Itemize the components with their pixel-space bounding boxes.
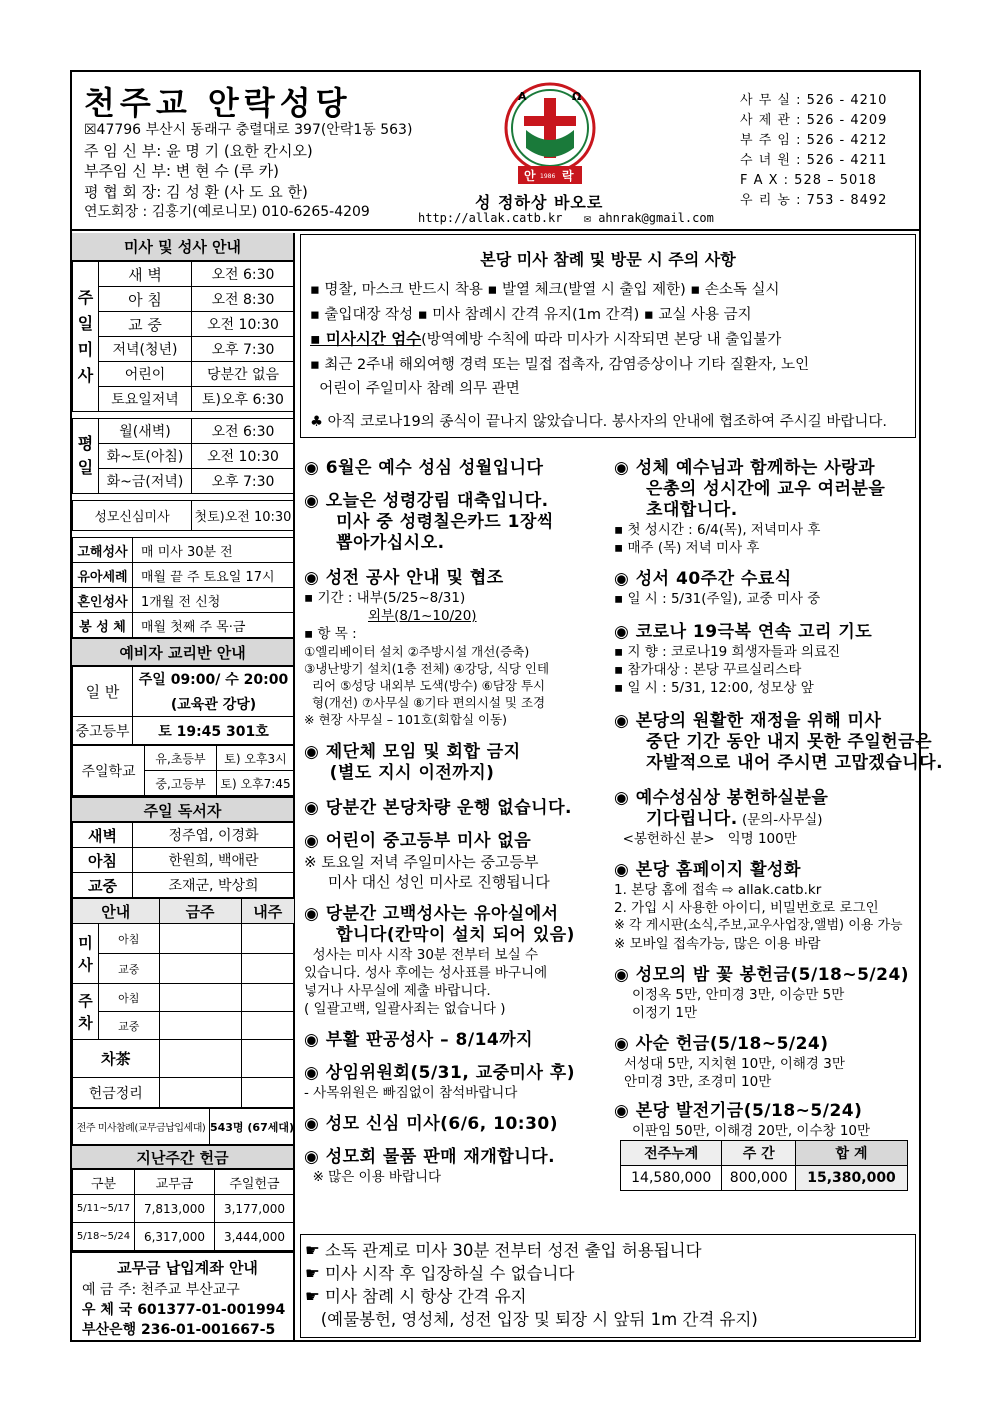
- notice-line: ▪ 최근 2주내 해외여행 경력 또는 밀접 접촉자, 감염증상이나 기타 질환자, 노인: [310, 356, 810, 373]
- mail-icon: ✉: [583, 211, 591, 225]
- guide-tea-label: 차茶: [73, 1040, 160, 1078]
- notice-strong: ▪ 미사시간 엄수: [310, 330, 422, 348]
- sacrament-info: 매월 끝 주 토요일 17시: [133, 563, 295, 588]
- guide-cell: [241, 1012, 294, 1040]
- notice-sacred-heart: ◉ 6월은 예수 성심 성월입니다: [304, 458, 544, 478]
- guide-header: 안내: [73, 899, 160, 924]
- confession-note: 있습니다. 성사 후에는 성사표를 바구니에: [304, 965, 548, 981]
- mass-name: 새 벽: [99, 262, 192, 287]
- guide-cell: [159, 1078, 241, 1108]
- council-president: 평 협 회 장: 김 성 환 (사 도 요 한): [84, 182, 308, 201]
- mass-time: 오전 6:30: [192, 262, 295, 287]
- fund-table: [620, 1140, 908, 1191]
- guide-cell: [159, 984, 241, 1012]
- sidebar: [72, 233, 295, 1340]
- construction-items-label: ▪ 항 목 :: [304, 626, 357, 642]
- prayer-chain-detail: ▪ 지 향 : 코로나19 희생자들과 의료진: [614, 644, 841, 660]
- notice-committee: ◉ 상임위원회(5/31, 교중미사 후): [304, 1063, 576, 1083]
- email-address[interactable]: ahnrak@gmail.com: [598, 211, 714, 225]
- lent-donors: 안미경 3만, 조경미 10만: [624, 1074, 772, 1090]
- flower-donors: 이정옥 5만, 안미경 3만, 이승만 5만: [632, 987, 845, 1003]
- logo-rak: 락: [562, 169, 574, 183]
- catechumen-table: [72, 666, 295, 745]
- logo-alpha: Α: [518, 90, 527, 103]
- development-donors: 이판임 50만, 이해경 20만, 이수창 10만: [632, 1123, 871, 1139]
- notice-homepage: ◉ 본당 홈페이지 활성화: [614, 860, 801, 880]
- sunday-school-label: 주일학교: [73, 746, 145, 796]
- mass-time: 오후 7:30: [192, 469, 295, 494]
- offering-header: 교무금: [135, 1170, 215, 1195]
- sacrament-name: 유아세례: [73, 563, 133, 588]
- offering-period: 5/18~5/24: [73, 1223, 135, 1251]
- mass-time: 오전 8:30: [192, 287, 295, 312]
- sacrament-table: [72, 537, 295, 638]
- homepage-note: ※ 모바일 접속가능, 많은 이용 바람: [614, 936, 821, 952]
- reader-mass: 새벽: [73, 823, 133, 848]
- notice-flower-offering: ◉ 성모의 밤 꽃 봉헌금(5/18~5/24): [614, 965, 910, 985]
- guide-money-label: 헌금정리: [73, 1078, 160, 1108]
- school-group: 중,고등부: [145, 771, 217, 796]
- guide-cell: [241, 924, 294, 954]
- marian-mass-label: 성모신심미사: [73, 501, 192, 531]
- guide-cell: [159, 954, 241, 984]
- readers-table: [72, 822, 295, 898]
- sacrament-info: 1개월 전 신청: [133, 588, 295, 613]
- notice-strong-rest: (방역예방 수칙에 따라 미사가 시작되면 본당 내 출입불가: [421, 332, 782, 348]
- notice-pentecost: ◉ 오늘은 성령강림 대축입니다.: [304, 491, 549, 511]
- reader-names: 한원희, 백애란: [133, 848, 295, 873]
- attendance-table: [72, 1108, 295, 1145]
- account-title: 교무금 납입계좌 안내: [117, 1259, 258, 1277]
- fund-header: 합 계: [796, 1141, 908, 1166]
- guide-slot: 교중: [99, 954, 160, 984]
- account-holder: 예 금 주: 천주교 부산교구: [82, 1282, 240, 1298]
- weekday-mass-label: 평일: [73, 419, 99, 494]
- notice-line: 어린이 주일미사 참례 의무 관면: [310, 381, 520, 397]
- offering-sunday: 3,177,000: [215, 1195, 295, 1223]
- construction-period-ext: 외부(8/1~10/20): [368, 608, 477, 624]
- account-busan: 부산은행 236-01-001667-5: [82, 1322, 276, 1338]
- bible-course-detail: ▪ 일 시 : 5/31(주일), 교중 미사 중: [614, 591, 821, 607]
- youth-mass-note: ※ 토요일 저녁 주일미사는 중고등부: [304, 853, 539, 871]
- assistant-pastor: 부주임 신 부: 변 현 수 (루 카): [84, 162, 280, 180]
- general-class-label: 일 반: [73, 667, 133, 717]
- mass-time: 당분간 없음: [192, 362, 295, 387]
- mass-time: 오전 6:30: [192, 419, 295, 444]
- sacrament-info: 매 미사 30분 전: [133, 538, 295, 563]
- sacrament-info: 매월 첫째 주 목·금: [133, 613, 295, 638]
- guide-mass-label: 미사: [73, 924, 99, 984]
- footer-box: [300, 1234, 916, 1338]
- construction-period: ▪ 기간 : 내부(5/25~8/31): [304, 590, 466, 606]
- right-column: [614, 458, 944, 1191]
- notice-development-fund: ◉ 본당 발전기금(5/18~5/24): [614, 1101, 863, 1121]
- offering-table: [72, 1169, 295, 1251]
- notice-line: ▪ 출입대장 작성 ▪ 미사 참례시 간격 유지(1m 간격) ▪ 교실 사용 금지: [310, 306, 752, 323]
- footer-line: (예물봉헌, 영성체, 성전 입장 및 퇴장 시 앞뒤 1m 간격 유지): [305, 1310, 758, 1329]
- footer-line: ☛ 소독 관계로 미사 30분 전부터 성전 출입 허용됩니다: [305, 1241, 702, 1260]
- yeondo-president: 연도회장 : 김홍기(예로니모) 010-6265-4209: [84, 204, 370, 220]
- web-contacts: [418, 211, 714, 225]
- sacrament-name: 고해성사: [73, 538, 133, 563]
- patron-name: 성 정하상 바오로: [475, 193, 604, 212]
- statue-donor: <봉헌하신 분> 익명 100만: [614, 831, 797, 847]
- notice-bible-course: ◉ 성서 40주간 수료식: [614, 569, 792, 589]
- attendance-value: 543명 (67세대): [209, 1109, 294, 1145]
- catechumen-title: 예비자 교리반 안내: [72, 638, 293, 666]
- general-class-place: (교육관 강당): [133, 692, 295, 717]
- sunday-mass-table: [72, 261, 295, 412]
- address: ☒47796 부산시 동래구 충렬대로 397(안락1동 563): [84, 122, 413, 138]
- account-box: [72, 1251, 293, 1340]
- school-time: 토) 오후7:45: [217, 771, 295, 796]
- notice-pentecost: 미사 중 성령칠은카드 1장씩: [304, 512, 554, 532]
- committee-note: - 사목위원은 빠짐없이 참석바랍니다: [304, 1085, 518, 1101]
- parish-logo: [502, 78, 598, 190]
- sacrament-name: 봉 성 체: [73, 613, 133, 638]
- offering-title: 지난주간 헌금: [72, 1145, 293, 1169]
- fax: F A X : 528 – 5018: [740, 173, 877, 188]
- guide-cell: [159, 1012, 241, 1040]
- notice-holy-hour: 초대합니다.: [614, 500, 738, 520]
- offering-dues: 6,317,000: [135, 1223, 215, 1251]
- phone-list: [740, 91, 887, 211]
- holy-hour-detail: ▪ 첫 성시간 : 6/4(목), 저녁미사 후: [614, 522, 821, 538]
- notice-marian-mass: ◉ 성모 신심 미사(6/6, 10:30): [304, 1114, 559, 1134]
- notice-finance: 중단 기간 동안 내지 못한 주일헌금은: [614, 732, 933, 752]
- account-post: 우 체 국 601377-01-001994: [82, 1302, 286, 1318]
- reader-mass: 아침: [73, 848, 133, 873]
- sunday-mass-label: 주일미사: [73, 262, 99, 412]
- offering-sunday: 3,444,000: [215, 1223, 295, 1251]
- guide-cell: [241, 1040, 294, 1078]
- phone-urinong: 우 리 농 : 753 - 8492: [740, 193, 888, 208]
- notice-pentecost: 뽑아가십시오.: [304, 533, 445, 553]
- guide-cell: [241, 984, 294, 1012]
- guide-this-week: 금주: [159, 899, 241, 924]
- logo-omega: Ω: [572, 90, 582, 103]
- notice-confession: ◉ 당분간 고백성사는 유아실에서: [304, 904, 559, 924]
- notice-closing: ♣ 아직 코로나19의 종식이 끝나지 않았습니다. 봉사자의 안내에 협조하여 주시길 바랍니다.: [310, 413, 888, 430]
- phone-convent: 수 녀 원 : 526 - 4211: [740, 153, 888, 168]
- sunday-school-table: [72, 745, 295, 796]
- notice-no-meetings: (별도 지시 이전까지): [304, 763, 495, 783]
- notice-holy-hour: 은총의 성시간에 교우 여러분을: [614, 479, 886, 499]
- fund-weekly: 800,000: [722, 1166, 796, 1191]
- fund-header: 주 간: [722, 1141, 796, 1166]
- construction-item: 리어 ⑤성당 내외부 도색(방수) ⑥담장 투시: [304, 678, 546, 693]
- school-group: 유,초등부: [145, 746, 217, 771]
- mass-name: 화~금(저녁): [99, 469, 192, 494]
- mass-name: 교 중: [99, 312, 192, 337]
- youth-mass-note: 미사 대신 성인 미사로 진행됩니다: [304, 873, 550, 891]
- offering-period: 5/11~5/17: [73, 1195, 135, 1223]
- phone-rectory: 사 제 관 : 526 - 4209: [740, 113, 888, 128]
- guide-cell: [241, 954, 294, 984]
- reader-mass: 교중: [73, 873, 133, 898]
- parish-title: 천주교 안락성당: [84, 84, 352, 122]
- guide-cell: [159, 1040, 241, 1078]
- notice-finance: 자발적으로 내어 주시면 고맙겠습니다.: [614, 753, 944, 773]
- prayer-chain-detail: ▪ 참가대상 : 본당 꾸르실리스타: [614, 662, 802, 678]
- guide-slot: 아침: [99, 924, 160, 954]
- offering-header: 구분: [73, 1170, 135, 1195]
- notice-no-meetings: ◉ 제단체 모임 및 회합 금지: [304, 742, 521, 762]
- notice-statue: 기다립니다. (문의-사무실): [614, 809, 823, 829]
- mass-name: 저녁(청년): [99, 337, 192, 362]
- footer-line: ☛ 미사 시작 후 입장하실 수 없습니다: [305, 1264, 575, 1283]
- homepage-url[interactable]: http://allak.catb.kr: [418, 211, 563, 225]
- mass-schedule-title: 미사 및 성사 안내: [72, 233, 293, 261]
- mass-name: 아 침: [99, 287, 192, 312]
- school-time: 토) 오후3시: [217, 746, 295, 771]
- offering-dues: 7,813,000: [135, 1195, 215, 1223]
- mass-time: 오전 10:30: [192, 312, 295, 337]
- construction-item: ③냉난방기 설치(1층 전체) ④강당, 식당 인테: [304, 661, 550, 676]
- notice-line: [301, 327, 915, 353]
- homepage-note: ※ 각 게시판(소식,주보,교우사업장,앨범) 이용 가능: [614, 918, 903, 933]
- confession-note: 넣거나 사무실에 제출 바랍니다.: [304, 983, 491, 999]
- pastor: 주 임 신 부: 윤 명 기 (요한 칸시오): [84, 141, 313, 160]
- mass-name: 월(새벽): [99, 419, 192, 444]
- guide-cell: [159, 924, 241, 954]
- fund-total: 15,380,000: [796, 1166, 908, 1191]
- header-info: [84, 120, 412, 223]
- homepage-step[interactable]: 1. 본당 홈에 접속 ⇨ allak.catb.kr: [614, 882, 822, 898]
- reader-names: 정주엽, 이경화: [133, 823, 295, 848]
- notice-line: ▪ 명찰, 마스크 반드시 착용 ▪ 발열 체크(발열 시 출입 제한) ▪ 손소독 실시: [310, 282, 780, 298]
- youth-class-time: 토 19:45 301호: [133, 717, 295, 745]
- notice-no-vehicle: ◉ 당분간 본당차량 운행 없습니다.: [304, 798, 572, 818]
- notice-statue: ◉ 예수성심상 봉헌하실분을: [614, 788, 829, 808]
- mass-name: 어린이: [99, 362, 192, 387]
- notice-sale: ◉ 성모회 물품 판매 재개합니다.: [304, 1147, 556, 1167]
- mass-name: 화~토(아침): [99, 444, 192, 469]
- general-class-time: 주일 09:00/ 수 20:00: [133, 667, 295, 692]
- notice-finance: ◉ 본당의 원활한 재정을 위해 미사: [614, 711, 882, 731]
- mass-time: 오후 7:30: [192, 337, 295, 362]
- offering-header: 주일헌금: [215, 1170, 295, 1195]
- lent-donors: 서성대 5만, 지치현 10만, 이해경 3만: [624, 1056, 845, 1072]
- confession-note: 성사는 미사 시작 30분 전부터 보실 수: [304, 947, 539, 963]
- notice-box: [300, 234, 916, 438]
- guide-table: [72, 898, 295, 1108]
- fund-cumulative: 14,580,000: [621, 1166, 722, 1191]
- guide-parking-label: 주차: [73, 984, 99, 1040]
- notice-confession: 합니다(칸막이 설치 되어 있음): [304, 925, 575, 945]
- phone-assistant: 부 주 임 : 526 - 4212: [740, 133, 888, 148]
- marian-mass-time: 첫토)오전 10:30: [192, 501, 295, 531]
- notice-construction: ◉ 성전 공사 안내 및 협조: [304, 568, 504, 588]
- guide-slot: 아침: [99, 984, 160, 1012]
- readers-title: 주일 독서자: [72, 796, 293, 822]
- left-column: [304, 458, 608, 1186]
- guide-cell: [241, 1078, 294, 1108]
- notice-lent-offering: ◉ 사순 헌금(5/18~5/24): [614, 1034, 829, 1054]
- weekday-mass-table: [72, 418, 295, 494]
- mass-name: 토요일저녁: [99, 387, 192, 412]
- construction-office: ※ 현장 사무실 – 101호(회합실 이동): [304, 712, 508, 727]
- marian-mass-table: [72, 500, 295, 531]
- phone-office: 사 무 실 : 526 - 4210: [740, 93, 888, 108]
- youth-class-label: 중고등부: [73, 717, 133, 745]
- mass-time: 오전 10:30: [192, 444, 295, 469]
- notice-holy-hour: ◉ 성체 예수님과 함께하는 사랑과: [614, 458, 875, 478]
- attendance-label: 전주 미사참례(교무금납입세대): [73, 1109, 210, 1145]
- sale-note: ※ 많은 이용 바랍니다: [304, 1169, 442, 1185]
- header-divider: [70, 229, 921, 231]
- logo-an: 안: [524, 169, 536, 183]
- notice-prayer-chain: ◉ 코로나 19극복 연속 고리 기도: [614, 622, 873, 642]
- notice-easter-confession: ◉ 부활 판공성사 – 8/14까지: [304, 1030, 534, 1050]
- flower-donors: 이정기 1만: [632, 1005, 698, 1021]
- notice-title: 본당 미사 참례 및 방문 시 주의 사항: [480, 250, 736, 269]
- fund-header: 전주누계: [621, 1141, 722, 1166]
- holy-hour-detail: ▪ 매주 (목) 저녁 미사 후: [614, 540, 760, 556]
- guide-next-week: 내주: [241, 899, 294, 924]
- reader-names: 조재군, 박상희: [133, 873, 295, 898]
- confession-note: ( 일괄고백, 일괄사죄는 없습니다 ): [304, 1001, 506, 1017]
- sacrament-name: 혼인성사: [73, 588, 133, 613]
- logo-year: 1986: [540, 173, 556, 180]
- mass-time: 토)오후 6:30: [192, 387, 295, 412]
- guide-slot: 교중: [99, 1012, 160, 1040]
- homepage-step: 2. 가입 시 사용한 아이디, 비밀번호로 로그인: [614, 900, 879, 916]
- notice-no-youth-mass: ◉ 어린이 중고등부 미사 없음: [304, 831, 532, 851]
- footer-line: ☛ 미사 참례 시 항상 간격 유지: [305, 1287, 527, 1306]
- construction-item: 형(개선) ⑦사무실 ⑧기타 편의시설 및 조경: [304, 695, 546, 710]
- construction-item: ①엘리베이터 설치 ②주방시설 개선(증축): [304, 644, 530, 659]
- prayer-chain-detail: ▪ 일 시 : 5/31, 12:00, 성모상 앞: [614, 680, 814, 696]
